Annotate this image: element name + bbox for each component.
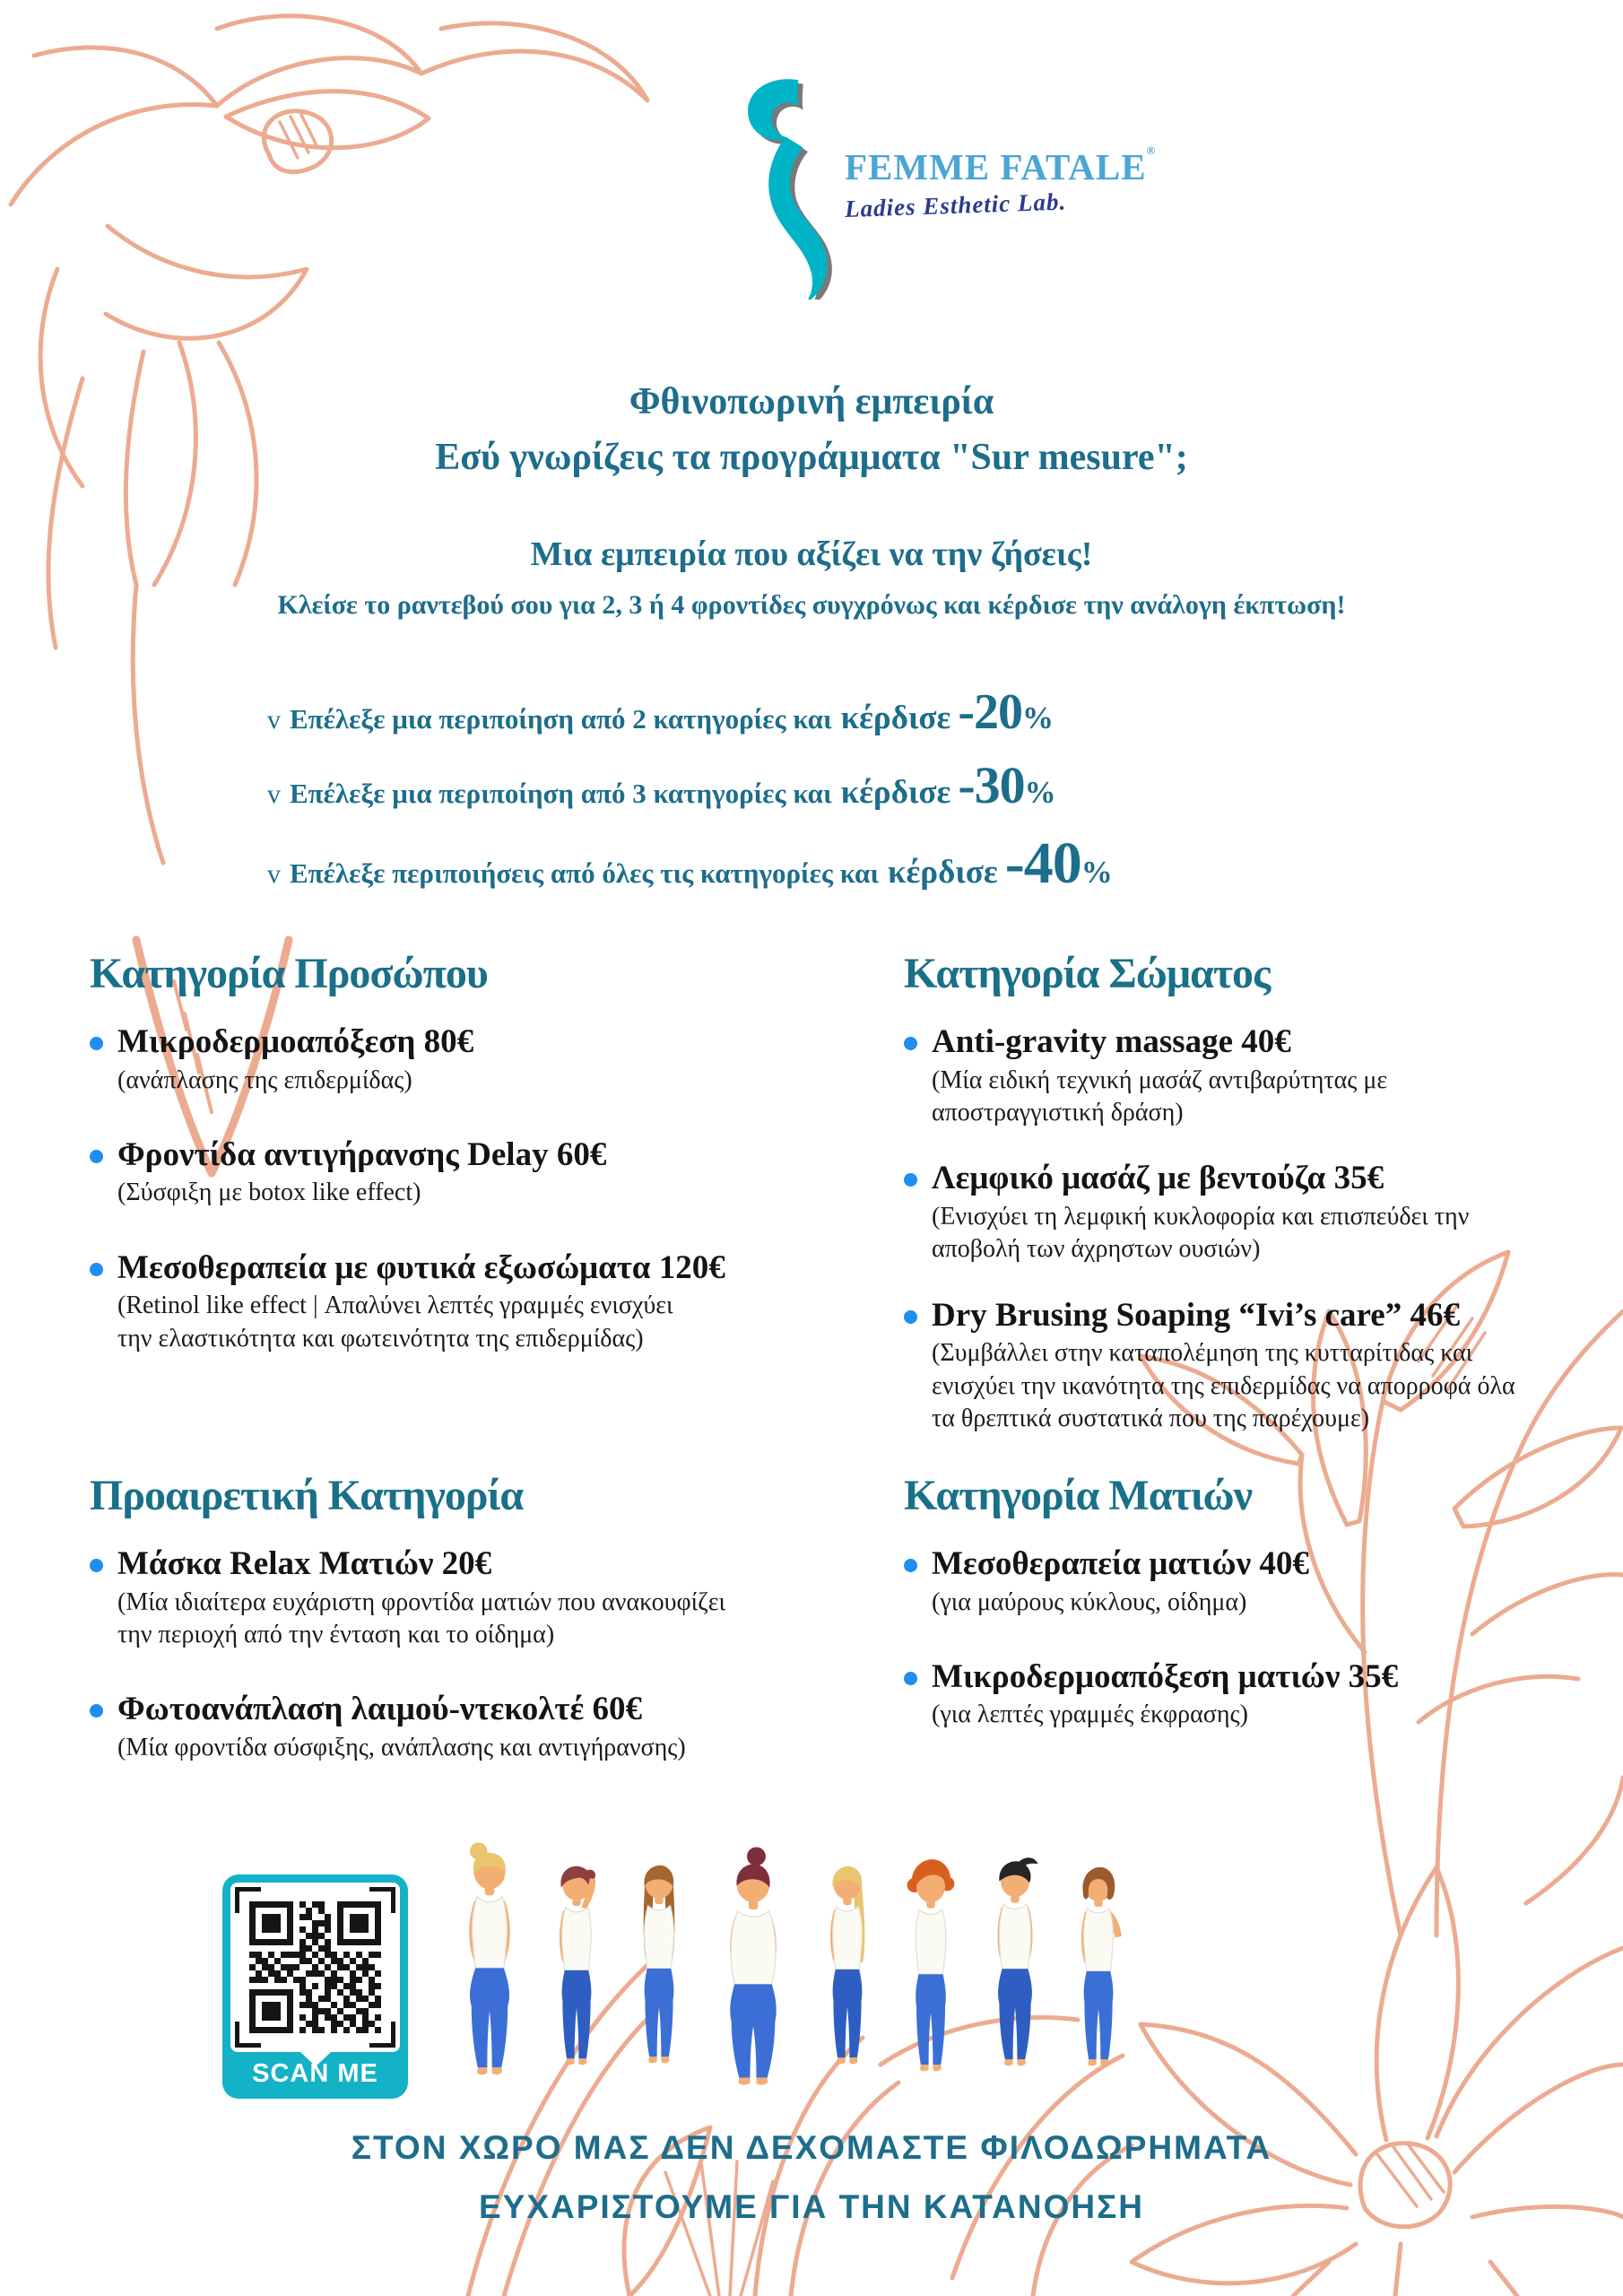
service-name: Μεσοθεραπεία με φυτικά εξωσώματα 120€ [117,1248,725,1286]
discount-value: -20 [958,684,1022,740]
woman-figure [895,1835,967,2093]
discount-value: -30 [958,756,1025,814]
service-item [904,1545,1603,1619]
discount-emphasis: κέρδισε [840,700,951,736]
booking-line: Κλείσε το ραντεβού σου για 2, 3 ή 4 φροντίδες συγχρόνως και κέρδισε την ανάλογη έκπτωση! [277,590,1346,620]
qr-badge [222,1874,408,2099]
discount-emphasis: κέρδισε [840,774,951,811]
woman-figure [450,1821,529,2093]
footer-line-2: ΕΥΧΑΡΙΣΤΟΥΜΕ ΓΙΑ ΤΗΝ ΚΑΤΑΝΟΗΣΗ [479,2188,1144,2225]
discount-percent: % [1024,775,1056,810]
woman-figure [1063,1830,1133,2093]
discount-row [267,830,1113,898]
category-eyes [904,1471,1603,1771]
service-item [90,1136,807,1210]
discount-text: Επέλεξε περιποιήσεις από όλες τις κατηγορίες και [290,857,879,889]
woman-figure [979,1824,1051,2093]
service-name: Μικροδερμοαπόξεση 80€ [117,1023,474,1060]
category-title: Κατηγορία Ματιών [904,1472,1253,1519]
qr-modules [249,1901,381,2033]
logo-figure-icon [717,74,850,300]
category-optional [90,1471,843,1804]
logo-wordmark-text: FEMME FATALE [845,146,1147,187]
service-name: Anti-gravity massage 40€ [932,1023,1291,1060]
service-name: Dry Brusing Soaping “Ivi’s care” 46€ [932,1296,1460,1334]
bullet-icon [904,1672,917,1685]
service-item [90,1691,843,1764]
bullet-icon [90,1559,103,1572]
service-description: (Μία ιδιαίτερα ευχάριστη φροντίδα ματιών που ανακουφίζει την περιοχή από την ένταση και το οίδημα) [117,1587,726,1648]
title-line-2: Εσύ γνωρίζεις τα προγράμματα "Sur mesure"; [435,437,1188,478]
category-body [904,949,1612,1465]
service-name: Μικροδερμοαπόξεση ματιών 35€ [932,1657,1399,1695]
category-title: Κατηγορία Σώματος [904,950,1271,997]
woman-figure [624,1824,694,2093]
bullet-icon [90,1263,103,1276]
discount-percent: % [1022,700,1054,735]
discount-emphasis: κέρδισε [887,854,998,891]
footer-line-1: ΣΤΟΝ ΧΩΡΟ ΜΑΣ ΔΕΝ ΔΕΧΟΜΑΣΤΕ ΦΙΛΟΔΩΡΗΜΑΤΑ [351,2129,1272,2166]
logo-wordmark [845,144,1156,188]
service-item [904,1023,1612,1129]
service-name: Μάσκα Relax Ματιών 20€ [117,1545,492,1582]
bullet-icon [904,1559,917,1572]
check-prefix: v [267,859,281,889]
service-description: (Συμβάλλει στην καταπολέμηση της κυτταρίτιδας και ενισχύει την ικανότητα της επιδερμίδας να απορροφά όλα τα θρεπτικά συστατικά που της παρέχουμε) [932,1339,1515,1432]
service-description: (για μαύρους κύκλους, οίδημα) [932,1587,1247,1616]
bullet-icon [904,1037,917,1050]
category-title: Προαιρετική Κατηγορία [90,1472,524,1519]
bullet-icon [90,1037,103,1050]
registered-mark: ® [1146,144,1157,157]
woman-figure [812,1826,882,2093]
discount-text: Επέλεξε μια περιποίηση από 2 κατηγορίες και [290,703,832,735]
discount-row [267,683,1113,741]
qr-corner-bracket-icon [369,2022,395,2048]
check-prefix: v [267,705,281,735]
woman-figure [542,1828,612,2093]
bullet-icon [904,1310,917,1324]
discount-percent: % [1081,855,1113,890]
women-illustration [450,1813,1142,2093]
discount-value: -40 [1004,831,1081,896]
bullet-icon [90,1704,103,1718]
service-item [904,1160,1612,1265]
discount-text: Επέλεξε μια περιποίηση από 3 κατηγορίες και [290,778,832,809]
service-item [904,1297,1612,1436]
logo-tagline: Ladies Esthetic Lab. [844,187,1067,223]
bullet-icon [90,1150,103,1163]
service-item [90,1545,843,1651]
qr-corner-bracket-icon [235,2022,261,2048]
service-description: (ανάπλασης της επιδερμίδας) [117,1065,412,1094]
service-name: Μεσοθεραπεία ματιών 40€ [932,1545,1309,1582]
service-description: (Ενισχύει τη λεμφική κυκλοφορία και επισπεύδει την αποβολή των άχρηστων ουσιών) [932,1202,1470,1264]
brand-logo [717,74,1156,300]
service-description: (Retinol like effect | Απαλύνει λεπτές γραμμές ενισχύει την ελαστικότητα και φωτεινότητα της επιδερμίδας) [117,1292,673,1352]
woman-figure [707,1844,800,2093]
service-description: (για λεπτές γραμμές έκφρασης) [932,1700,1248,1729]
check-prefix: v [267,779,281,809]
service-description: (Σύσφιξη με botox like effect) [117,1178,421,1207]
service-item [90,1023,807,1097]
category-face [90,949,807,1395]
qr-code [230,1883,400,2052]
qr-corner-bracket-icon [369,1887,395,1913]
qr-corner-bracket-icon [235,1887,261,1913]
category-title: Κατηγορία Προσώπου [90,950,488,997]
service-name: Φωτοανάπλαση λαιμού-ντεκολτέ 60€ [117,1691,643,1728]
subtitle: Μια εμπειρία που αξίζει να την ζήσεις! [530,535,1093,573]
service-item [90,1249,807,1355]
bullet-icon [904,1173,917,1187]
service-item [904,1658,1603,1732]
discount-list [267,683,1113,898]
service-description: (Μία ειδική τεχνική μασάζ αντιβαρύτητας με αποστραγγιστική δράση) [932,1065,1388,1126]
service-description: (Μία φροντίδα σύσφιξης, ανάπλασης και αντιγήρανσης) [117,1733,686,1761]
service-name: Λεμφικό μασάζ με βεντούζα 35€ [932,1160,1384,1197]
qr-label: SCAN ME [252,2059,378,2088]
discount-row [267,755,1113,815]
service-name: Φροντίδα αντιγήρανσης Delay 60€ [117,1135,607,1173]
title-line-1: Φθινοπωρινή εμπειρία [629,381,994,422]
